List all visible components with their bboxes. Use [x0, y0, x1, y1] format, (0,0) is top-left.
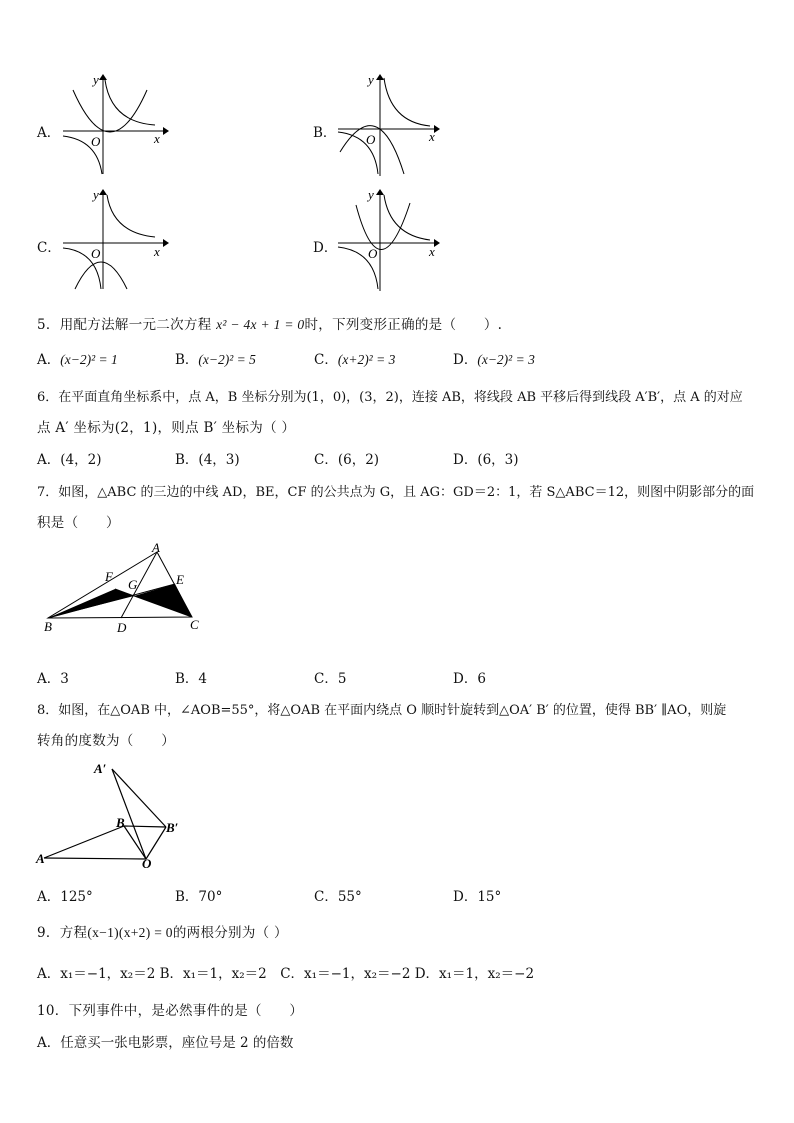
- option-label: A．: [37, 125, 61, 141]
- option-a: A．3: [37, 671, 69, 687]
- label-B-prime: B′: [166, 820, 179, 835]
- label-A-prime: A′: [94, 761, 107, 776]
- option-c: C．(x+2)² = 3: [314, 352, 396, 368]
- option-a: A．(4，2): [37, 452, 102, 468]
- option-c: C．5: [314, 671, 347, 687]
- graph-c: [55, 185, 175, 295]
- options-line: A．x₁＝−1，x₂＝2 B．x₁＝1，x₂＝2 C．x₁＝−1，x₂＝−2 D．x₁＝1，x₂＝−2: [37, 966, 535, 982]
- option-d: D．(6，3): [453, 452, 519, 468]
- axis-x-label: x: [154, 131, 160, 146]
- option-c: C．55°: [314, 889, 362, 905]
- question-number: 8．: [37, 703, 59, 718]
- option-b: B．(4，3): [175, 452, 240, 468]
- option-d: D．15°: [453, 889, 502, 905]
- origin-label: O: [368, 246, 378, 261]
- question-number: 5．: [37, 317, 60, 333]
- axis-x-label: x: [429, 244, 435, 259]
- axis-x-label: x: [154, 244, 160, 259]
- rotation-figure: [32, 755, 192, 870]
- question-stem-end: 时，下列变形正确的是（ ）.: [304, 317, 503, 333]
- question-stem-line2: 积是（ ）: [37, 515, 120, 531]
- label-B: B: [116, 815, 125, 830]
- question-number: 6．: [37, 390, 59, 405]
- question-stem-line2: 转角的度数为（ ）: [37, 733, 175, 749]
- option-a: A．任意买一张电影票，座位号是 2 的倍数: [37, 1035, 294, 1051]
- triangle-figure: [40, 540, 215, 640]
- question-stem-line2: 点 A′ 坐标为(2，1)，则点 B′ 坐标为（ ）: [37, 420, 296, 436]
- equation: (x−1)(x+2) = 0: [87, 925, 173, 940]
- graph-b: [330, 70, 450, 180]
- option-b: B．4: [175, 671, 208, 687]
- origin-label: O: [91, 246, 101, 261]
- label-A: A: [36, 851, 45, 866]
- shaded-region-left: [48, 589, 134, 618]
- option-b: B．(x−2)² = 5: [175, 352, 256, 368]
- origin-label: O: [366, 132, 376, 147]
- label-A: A: [152, 540, 160, 555]
- option-label: D．: [313, 240, 338, 256]
- question-stem-line1: 如图，在△OAB 中，∠AOB=55°，将△OAB 在平面内绕点 O 顺时针旋转到△OA′ B′ 的位置，使得 BB′ ∥AO，则旋: [58, 703, 727, 718]
- question-number: 10．: [37, 1003, 69, 1019]
- label-E: E: [176, 572, 184, 587]
- graph-a: [55, 70, 175, 180]
- graph-d: [330, 185, 450, 295]
- origin-label: O: [91, 134, 101, 149]
- question-stem-line1: 如图，△ABC 的三边的中线 AD，BE，CF 的公共点为 G，且 AG：GD＝2：1，若 S△ABC＝12，则图中阴影部分的面: [58, 485, 755, 500]
- label-C: C: [190, 617, 199, 632]
- label-D: D: [117, 620, 127, 635]
- question-stem: 方程: [59, 925, 88, 941]
- option-c: C．(6，2): [314, 452, 380, 468]
- question-stem-end: 的两根分别为（ ）: [172, 925, 288, 941]
- question-stem-line1: 在平面直角坐标系中，点 A，B 坐标分别为(1，0)，(3，2)，连接 AB，将线段 AB 平移后得到线段 A′B′，点 A 的对应: [58, 390, 743, 405]
- question-number: 7．: [37, 485, 59, 500]
- axis-y-label: y: [93, 187, 99, 202]
- axis-x-label: x: [429, 129, 435, 144]
- option-label: C．: [37, 240, 61, 256]
- axis-y-label: y: [368, 187, 374, 202]
- axis-y-label: y: [368, 72, 374, 87]
- option-a: A．125°: [37, 889, 93, 905]
- label-O: O: [142, 856, 152, 870]
- option-d: D．(x−2)² = 3: [453, 352, 535, 368]
- axis-y-label: y: [93, 72, 99, 87]
- option-d: D．6: [453, 671, 486, 687]
- label-B: B: [44, 619, 52, 634]
- option-a: A．(x−2)² = 1: [37, 352, 118, 368]
- label-G: G: [128, 577, 138, 592]
- question-stem: 用配方法解一元二次方程: [59, 317, 217, 333]
- question-number: 9．: [37, 925, 60, 941]
- equation: x² − 4x + 1 = 0: [216, 317, 305, 332]
- option-label: B．: [313, 125, 337, 141]
- question-stem: 下列事件中，是必然事件的是（ ）: [68, 1003, 304, 1019]
- label-F: F: [105, 569, 113, 584]
- option-b: B．70°: [175, 889, 223, 905]
